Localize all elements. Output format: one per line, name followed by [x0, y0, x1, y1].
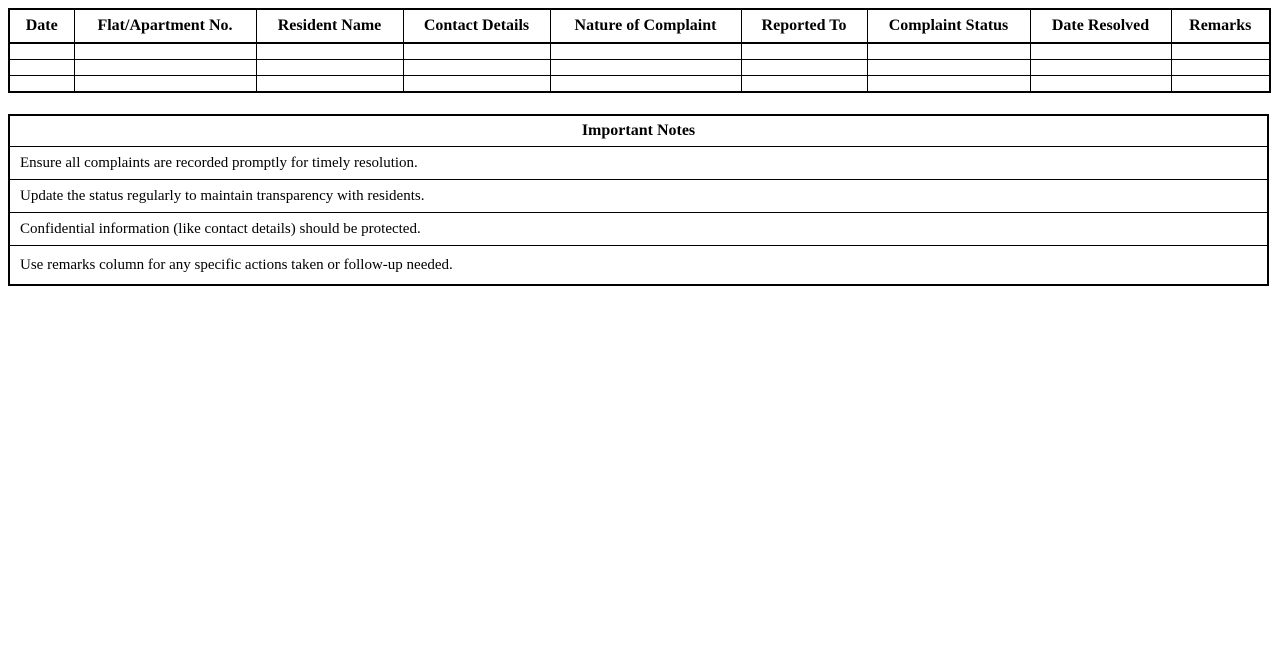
- empty-cell: [403, 60, 550, 76]
- note-row: [9, 180, 1268, 213]
- empty-cell: [741, 76, 867, 93]
- empty-cell: [256, 43, 403, 60]
- empty-cell: [74, 60, 256, 76]
- notes-header-row: [9, 115, 1268, 147]
- register-empty-row: [9, 76, 1270, 93]
- empty-cell: [1030, 76, 1171, 93]
- note-text: Confidential information (like contact details) should be protected.: [9, 213, 1268, 246]
- empty-cell: [9, 76, 74, 93]
- register-empty-row: [9, 43, 1270, 60]
- note-text: Use remarks column for any specific actions taken or follow-up needed.: [9, 246, 1268, 286]
- empty-cell: [74, 76, 256, 93]
- register-header-row: [9, 9, 1270, 43]
- empty-cell: [1030, 60, 1171, 76]
- empty-cell: [867, 43, 1030, 60]
- empty-cell: [741, 60, 867, 76]
- empty-cell: [741, 43, 867, 60]
- empty-cell: [550, 60, 741, 76]
- empty-cell: [1171, 43, 1270, 60]
- note-text: Ensure all complaints are recorded promptly for timely resolution.: [9, 147, 1268, 180]
- empty-cell: [256, 76, 403, 93]
- note-row: [9, 147, 1268, 180]
- note-row: [9, 246, 1268, 286]
- column-header-date: Date: [9, 9, 74, 43]
- note-row: [9, 213, 1268, 246]
- empty-cell: [9, 43, 74, 60]
- empty-cell: [403, 76, 550, 93]
- empty-cell: [550, 43, 741, 60]
- empty-cell: [867, 76, 1030, 93]
- empty-cell: [1030, 43, 1171, 60]
- column-header-flat-apartment-no: Flat/Apartment No.: [74, 9, 256, 43]
- empty-cell: [1171, 76, 1270, 93]
- column-header-complaint-status: Complaint Status: [867, 9, 1030, 43]
- empty-cell: [256, 60, 403, 76]
- register-empty-row: [9, 60, 1270, 76]
- column-header-resident-name: Resident Name: [256, 9, 403, 43]
- complaint-register-table: [8, 8, 1271, 93]
- column-header-reported-to: Reported To: [741, 9, 867, 43]
- column-header-remarks: Remarks: [1171, 9, 1270, 43]
- empty-cell: [1171, 60, 1270, 76]
- column-header-date-resolved: Date Resolved: [1030, 9, 1171, 43]
- empty-cell: [867, 60, 1030, 76]
- empty-cell: [9, 60, 74, 76]
- column-header-contact-details: Contact Details: [403, 9, 550, 43]
- column-header-nature-of-complaint: Nature of Complaint: [550, 9, 741, 43]
- notes-title: Important Notes: [9, 115, 1268, 147]
- empty-cell: [403, 43, 550, 60]
- important-notes-table: [8, 114, 1269, 286]
- note-text: Update the status regularly to maintain transparency with residents.: [9, 180, 1268, 213]
- empty-cell: [74, 43, 256, 60]
- empty-cell: [550, 76, 741, 93]
